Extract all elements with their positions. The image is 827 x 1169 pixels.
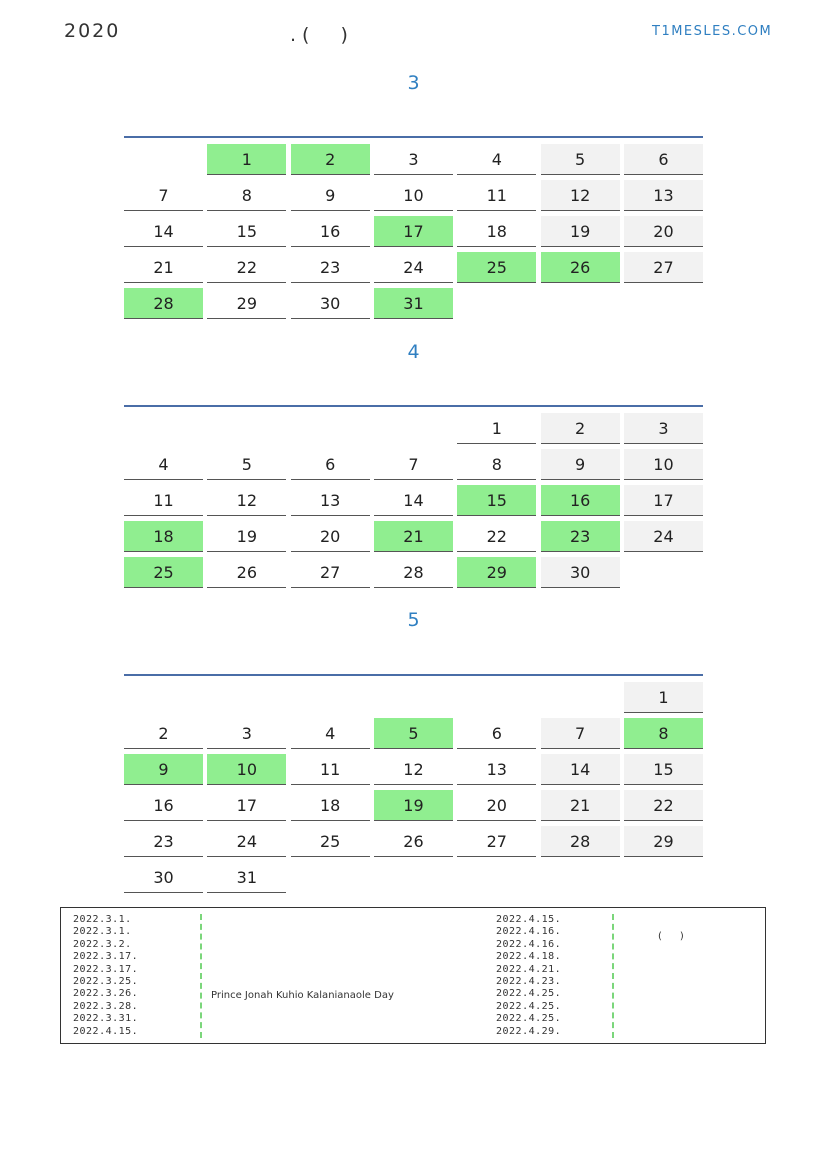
legend-date: 2022.3.31.	[73, 1013, 139, 1025]
calendar-day: 25	[457, 252, 536, 283]
calendar-day: 16	[291, 216, 370, 247]
calendar-day: 10	[374, 180, 453, 211]
calendar-day: 8	[207, 180, 286, 211]
legend-date: 2022.3.25.	[73, 976, 139, 988]
legend-divider	[200, 914, 202, 1038]
calendar-day: 9	[124, 754, 203, 785]
calendar-day: 11	[124, 485, 203, 516]
calendar-day: 19	[541, 216, 620, 247]
calendar-grid	[124, 413, 703, 588]
calendar-empty-cell	[541, 682, 620, 713]
calendar-day: 23	[124, 826, 203, 857]
calendar-empty-cell	[541, 862, 620, 893]
calendar-day: 5	[541, 144, 620, 175]
calendar-day: 29	[457, 557, 536, 588]
calendar-march	[124, 136, 703, 319]
site-brand-link[interactable]: T1MESLES.COM	[652, 24, 773, 39]
calendar-day: 19	[207, 521, 286, 552]
calendar-day: 18	[124, 521, 203, 552]
calendar-grid	[124, 682, 703, 893]
calendar-day: 10	[207, 754, 286, 785]
calendar-empty-cell	[291, 682, 370, 713]
legend-date: 2022.4.21.	[496, 963, 562, 975]
legend-date: 2022.4.15.	[73, 1025, 139, 1037]
calendar-day: 29	[624, 826, 703, 857]
calendar-day: 12	[207, 485, 286, 516]
calendar-day: 17	[374, 216, 453, 247]
calendar-day: 2	[124, 718, 203, 749]
calendar-day: 21	[374, 521, 453, 552]
calendar-empty-cell	[124, 413, 203, 444]
legend-date: 2022.3.17.	[73, 951, 139, 963]
legend-date: 2022.4.15.	[496, 914, 562, 925]
calendar-day: 4	[457, 144, 536, 175]
calendar-day: 23	[541, 521, 620, 552]
legend-date: 2022.3.28.	[73, 1000, 139, 1012]
legend-date: 2022.3.17.	[73, 963, 139, 975]
calendar-day: 11	[457, 180, 536, 211]
calendar-day: 14	[124, 216, 203, 247]
legend-date: 2022.3.26.	[73, 988, 139, 1000]
calendar-day: 22	[457, 521, 536, 552]
legend-date: 2022.3.1.	[73, 926, 132, 938]
calendar-day: 25	[291, 826, 370, 857]
calendar-day: 4	[291, 718, 370, 749]
calendar-day: 9	[291, 180, 370, 211]
calendar-empty-cell	[624, 288, 703, 319]
calendar-day: 1	[207, 144, 286, 175]
calendar-day: 28	[541, 826, 620, 857]
calendar-day: 21	[124, 252, 203, 283]
calendar-day: 10	[624, 449, 703, 480]
calendar-day: 15	[624, 754, 703, 785]
calendar-day: 28	[374, 557, 453, 588]
calendar-empty-cell	[541, 288, 620, 319]
calendar-day: 26	[207, 557, 286, 588]
calendar-empty-cell	[374, 862, 453, 893]
calendar-empty-cell	[124, 682, 203, 713]
calendar-day: 19	[374, 790, 453, 821]
calendar-april	[124, 405, 703, 588]
calendar-day: 30	[291, 288, 370, 319]
calendar-day: 18	[291, 790, 370, 821]
calendar-day: 11	[291, 754, 370, 785]
calendar-day: 6	[457, 718, 536, 749]
calendar-day: 1	[624, 682, 703, 713]
legend-holiday-name: Prince Jonah Kuhio Kalanianaole Day	[211, 990, 394, 1001]
calendar-rule	[124, 405, 703, 407]
calendar-rule	[124, 674, 703, 676]
calendar-day: 24	[624, 521, 703, 552]
calendar-day: 24	[207, 826, 286, 857]
calendar-day: 17	[624, 485, 703, 516]
calendar-day: 3	[374, 144, 453, 175]
legend-date: 2022.3.1.	[73, 914, 132, 925]
calendar-day: 8	[457, 449, 536, 480]
legend-date: 2022.4.16.	[496, 926, 562, 938]
calendar-day: 14	[374, 485, 453, 516]
calendar-day: 13	[457, 754, 536, 785]
calendar-empty-cell	[457, 682, 536, 713]
calendar-empty-cell	[207, 682, 286, 713]
legend-date: 2022.4.18.	[496, 951, 562, 963]
calendar-day: 15	[207, 216, 286, 247]
calendar-empty-cell	[457, 288, 536, 319]
header-year: 2020	[64, 20, 121, 42]
calendar-day: 3	[624, 413, 703, 444]
legend-date: 2022.4.23.	[496, 976, 562, 988]
calendar-day: 16	[124, 790, 203, 821]
calendar-day: 13	[624, 180, 703, 211]
calendar-day: 31	[374, 288, 453, 319]
legend-date: 2022.4.29.	[496, 1025, 562, 1037]
calendar-day: 29	[207, 288, 286, 319]
month-title-march: 3	[407, 72, 420, 94]
calendar-grid	[124, 144, 703, 319]
calendar-day: 12	[374, 754, 453, 785]
legend-note: ( )	[658, 931, 688, 942]
calendar-day: 22	[207, 252, 286, 283]
calendar-day: 15	[457, 485, 536, 516]
calendar-day: 1	[457, 413, 536, 444]
calendar-day: 5	[374, 718, 453, 749]
calendar-day: 20	[457, 790, 536, 821]
calendar-day: 3	[207, 718, 286, 749]
calendar-day: 30	[541, 557, 620, 588]
legend-date: 2022.4.25.	[496, 1013, 562, 1025]
calendar-day: 17	[207, 790, 286, 821]
calendar-day: 13	[291, 485, 370, 516]
calendar-day: 28	[124, 288, 203, 319]
calendar-day: 27	[624, 252, 703, 283]
calendar-day: 12	[541, 180, 620, 211]
calendar-day: 21	[541, 790, 620, 821]
calendar-may	[124, 674, 703, 893]
legend-date: 2022.4.16.	[496, 938, 562, 950]
legend-left-dates	[73, 914, 138, 1038]
month-title-april: 4	[407, 341, 420, 363]
calendar-empty-cell	[291, 862, 370, 893]
calendar-day: 7	[374, 449, 453, 480]
legend-right-dates	[496, 914, 561, 1038]
calendar-day: 22	[624, 790, 703, 821]
calendar-day: 6	[624, 144, 703, 175]
header-title: .( )	[290, 24, 354, 46]
month-title-may: 5	[407, 609, 420, 631]
calendar-empty-cell	[374, 413, 453, 444]
legend-divider	[612, 914, 614, 1038]
legend-date: 2022.3.2.	[73, 938, 132, 950]
calendar-day: 26	[541, 252, 620, 283]
calendar-day: 23	[291, 252, 370, 283]
calendar-empty-cell	[207, 413, 286, 444]
calendar-empty-cell	[291, 413, 370, 444]
legend-date: 2022.4.25.	[496, 988, 562, 1000]
holiday-legend	[60, 907, 766, 1044]
calendar-empty-cell	[624, 862, 703, 893]
legend-date: 2022.4.25.	[496, 1000, 562, 1012]
calendar-empty-cell	[624, 557, 703, 588]
calendar-rule	[124, 136, 703, 138]
calendar-day: 18	[457, 216, 536, 247]
calendar-day: 25	[124, 557, 203, 588]
calendar-day: 24	[374, 252, 453, 283]
calendar-day: 7	[124, 180, 203, 211]
calendar-empty-cell	[374, 682, 453, 713]
calendar-day: 9	[541, 449, 620, 480]
calendar-day: 20	[624, 216, 703, 247]
calendar-day: 14	[541, 754, 620, 785]
calendar-empty-cell	[124, 144, 203, 175]
calendar-day: 5	[207, 449, 286, 480]
calendar-day: 27	[291, 557, 370, 588]
calendar-day: 20	[291, 521, 370, 552]
calendar-empty-cell	[457, 862, 536, 893]
calendar-day: 30	[124, 862, 203, 893]
calendar-day: 8	[624, 718, 703, 749]
calendar-day: 27	[457, 826, 536, 857]
calendar-day: 2	[291, 144, 370, 175]
calendar-day: 26	[374, 826, 453, 857]
calendar-day: 4	[124, 449, 203, 480]
calendar-day: 2	[541, 413, 620, 444]
calendar-day: 31	[207, 862, 286, 893]
calendar-day: 16	[541, 485, 620, 516]
calendar-day: 6	[291, 449, 370, 480]
calendar-day: 7	[541, 718, 620, 749]
